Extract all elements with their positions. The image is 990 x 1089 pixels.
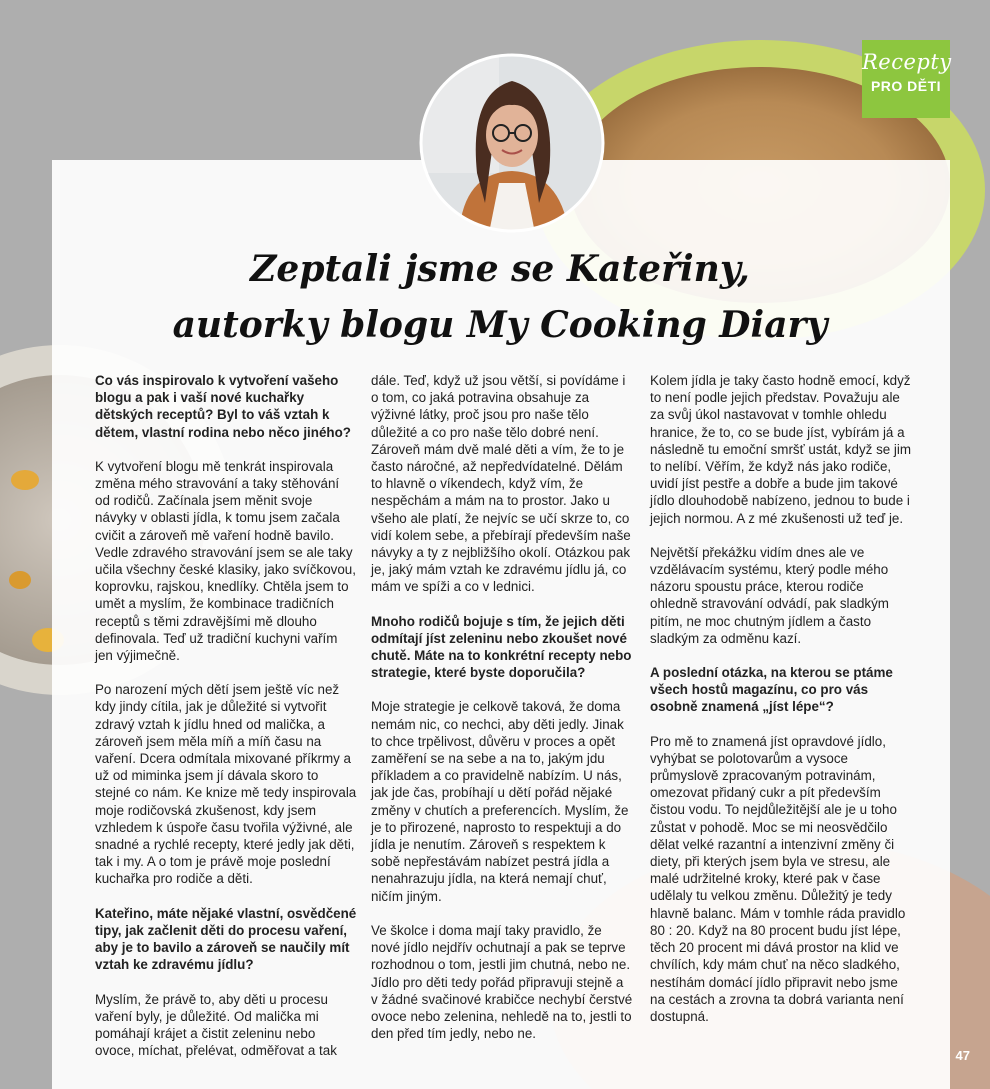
interview-answer: Myslím, že právě to, aby děti u procesu vaření byly, je důležité. Od malička mi pomáhají krájet a čistit zeleninu nebo ovoce, míchat, přelévat, odměřovat a tak — [95, 991, 337, 1059]
column-1 — [95, 372, 357, 1076]
interview-answer: Kolem jídla je taky často hodně emocí, když to není podle jejich představ. Považuju ale za svůj úkol nastavovat v tomhle ohledu hranice, že to, co se bude jíst, vybírám já a následně tu emoční smršť ustát, když se jim to nelíbí. Věřím, že když nás jako rodiče, uvidí jíst pestře a dobře a bude jim takové jídlo dlouhodobě nabízeno, jednou to bude i jejich normou. A z mé zkušenosti už teď je. — [650, 373, 912, 526]
interview-answer: Ve školce i doma mají taky pravidlo, že nové jídlo nejdřív ochutnají a pak se teprve rozhodnou o tom, jestli jim chutná, nebo ne. Jídlo pro děti tedy pořád připravuji stejně a v žádné svačinové krabičce nechybí čerstvé ovoce nebo zelenina, nehledě na to, jestli to den před tím jedly, nebo ne. — [371, 922, 633, 1042]
column-2 — [371, 372, 633, 1059]
interview-question: Mnoho rodičů bojuje s tím, že jejich děti odmítají jíst zeleninu nebo zkoušet nové chutě. Máte na to konkrétní recepty nebo strategie, které byste doporučila? — [371, 613, 632, 681]
interview-answer: dále. Teď, když už jsou větší, si povídáme i o tom, co jaká potravina obsahuje za výživné látky, proč jsou pro naše tělo důležité a co pro naše tělo dobré není. Zároveň mám dvě malé děti a vím, že to je často náročné, až nepředvídatelné. Dělám to hlavně o víkendech, když vím, že nespěchám a mám na to prostor. Jako u všeho ale platí, že nejvíc se učí skrze to, co vidí kolem sebe, a přebírají především naše návyky a ty z nejbližšího okolí. Otázkou pak je, jaký mám vztah ke zdravému jídlu já, co mám ve spíži a co v lednici. — [371, 373, 631, 595]
interview-answer: K vytvoření blogu mě tenkrát inspirovala změna mého stravování a taky stěhování od rodičů. Začínala jsem měnit svoje návyky v oblasti jídla, k tomu jsem začala cvičit a zároveň mě vaření hodně bavilo. Vedle zdravého stravování jsem se ale taky učila všechny české klasiky, jako svíčkovou, koprovku, rajskou, knedlíky. Chtěla jsem to umět a myslím, že kombinace tradičních receptů s těmi zdravějšími mě dlouho definovala. Teď už tradiční kuchyni vařím jen výjimečně. — [95, 458, 356, 664]
author-photo — [419, 53, 605, 233]
interview-answer: Po narození mých dětí jsem ještě víc než kdy jindy cítila, jak je důležité si vytvořit zdravý vztah k jídlu hned od malička, a zároveň jsem měla míň a míň času na vaření. Dcera odmítala mixované příkrmy a už od miminka jsem jí dávala skoro to stejné co nám. Ke knize mě tedy inspirovala moje rodičovská zkušenost, kdy jsem vzhledem k úspoře času tvořila výživné, ale snadné a rychlé recepty, které jedly jak děti, tak i my. A o tom je právě moje poslední kuchařka pro rodiče a děti. — [95, 682, 357, 887]
interview-question: Kateřino, máte nějaké vlastní, osvědčené tipy, jak začlenit děti do procesu vaření, aby je to bavilo a zároveň se naučily mít vztah ke zdravému jídlu? — [95, 905, 357, 973]
interview-question: A poslední otázka, na kterou se ptáme všech hostů magazínu, co pro vás osobně znamená „jíst lépe“? — [650, 665, 893, 715]
interview-question: Co vás inspirovalo k vytvoření vašeho blogu a pak i vaší nové kuchařky dětských receptů? Byl to váš vztah k dětem, vlastní rodina nebo něco jiného? — [95, 373, 351, 440]
badge-script-label: Recepty — [862, 50, 952, 74]
page-number: 47 — [955, 1048, 970, 1063]
title-line-2: autorky blogu My Cooking Diary — [172, 304, 828, 346]
interview-answer: Největší překážku vidím dnes ale ve vzdělávacím systému, který podle mého názoru spoustu práce, kterou rodiče ohledně stravování odvádí, pak sladkým pitím, ne moc chutným jídlem a často sladkým za odměnu kazí. — [650, 544, 889, 646]
interview-answer: Pro mě to znamená jíst opravdové jídlo, vyhýbat se polotovarům a vysoce průmyslově zpracovaným potravinám, omezovat přidaný cukr a pít především čistou vodu. To nejdůležitější ale je u toho zůstat v pohodě. Moc se mi neosvědčilo dělat velké razantní a intenzivní změny či diety, při kterých jsem byla ve stresu, ale malé udržitelné kroky, které pak v čase udělaly tu velkou změnu. Důležitý je tedy hlavně balanc. Mám v tomhle ráda pravidlo 80 : 20. Když na 80 procent budu jíst lépe, těch 20 procent mi dává prostor na klid ve chvílích, kdy mám chuť na něco sladkého, nestíhám domácí jídlo připravit nebo jsme na cestách a zrovna ta dobrá varianta není dostupná. — [650, 733, 906, 1024]
badge-label: PRO DĚTI — [870, 78, 942, 94]
title-line-1: Zeptali jsme se Kateřiny, — [250, 248, 750, 290]
category-badge — [862, 40, 950, 118]
interview-answer: Moje strategie je celkově taková, že doma nemám nic, co nechci, aby děti jedly. Jinak to chce trpělivost, důvěru v proces a opět zaměření se na sebe a na to, jakým jdu příkladem a co pravidelně nabízím. U nás, jak jde čas, probíhají u dětí pořád nějaké změny v chutích a preferencích. Myslím, že je to přirozené, naprosto to respektuji a do jídla je nenutím. Zároveň s respektem k sobě nepřestávám nabízet pestrá jídla a nenahrazuju jídla, na která nemají chuť, ničím jiným. — [371, 699, 629, 904]
column-3 — [650, 372, 912, 1042]
